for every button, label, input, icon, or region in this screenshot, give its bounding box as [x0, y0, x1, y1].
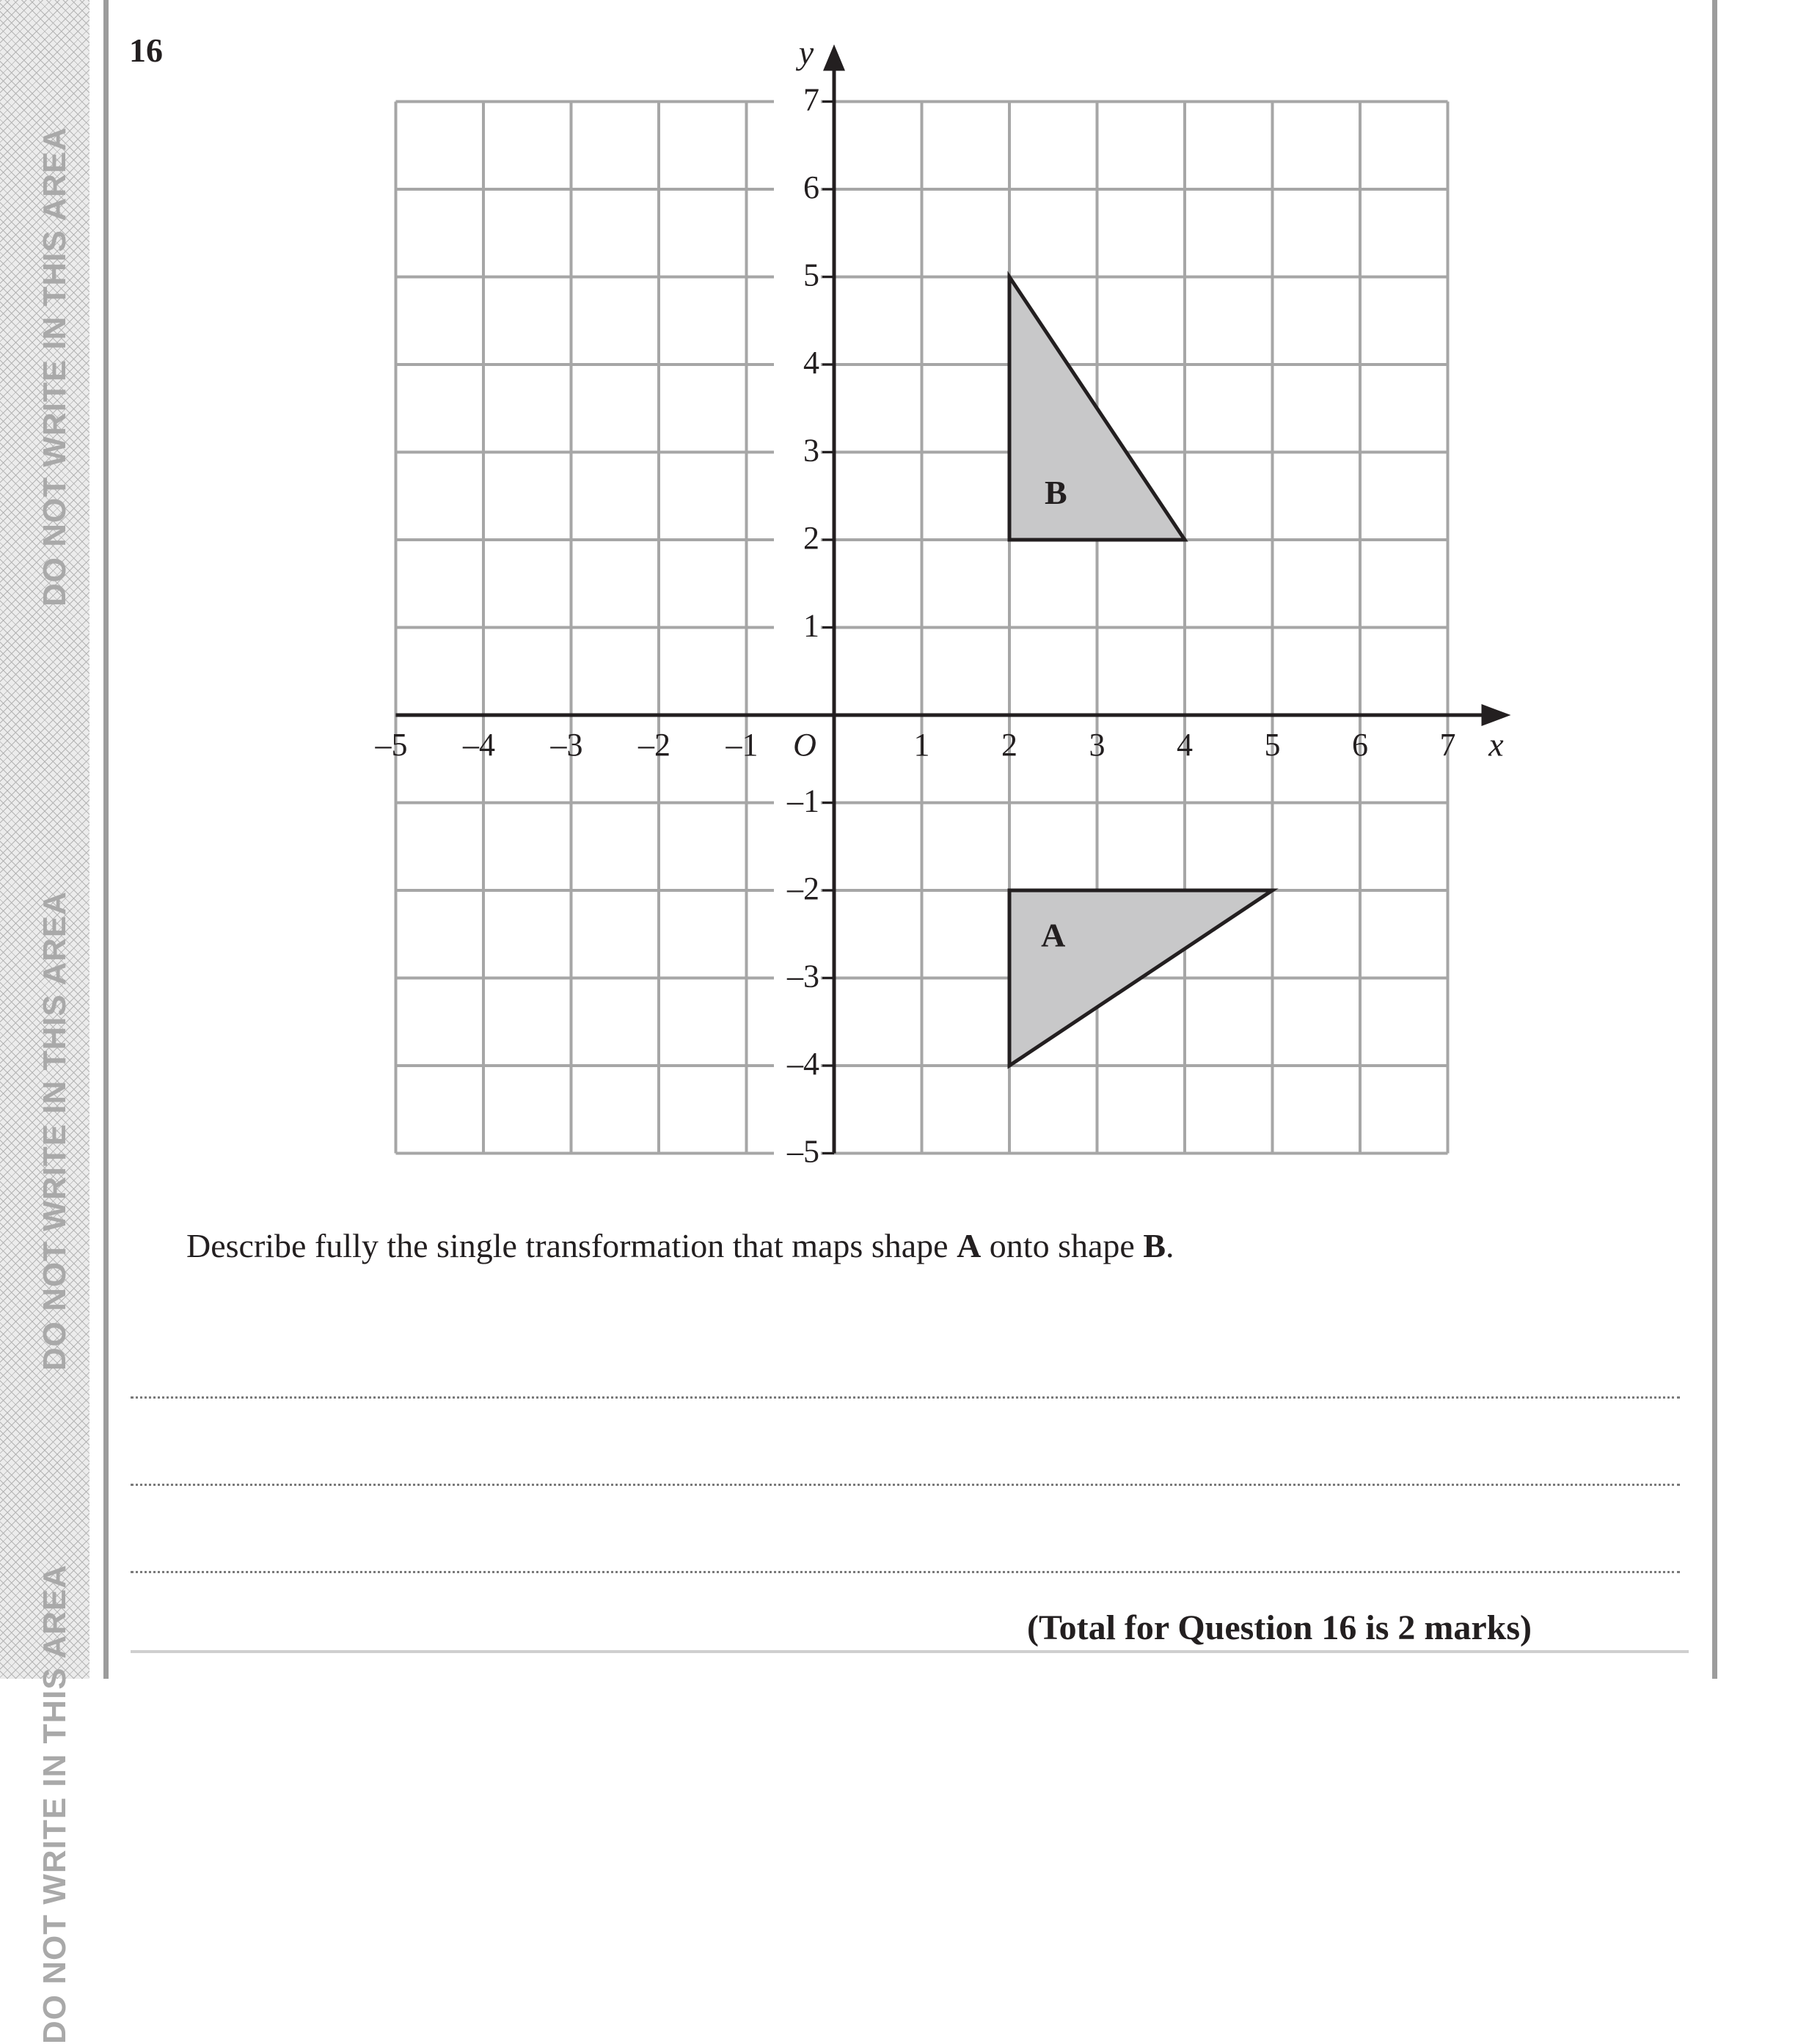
shape-label: A [1041, 916, 1066, 954]
y-tick-label: 4 [803, 345, 819, 381]
x-tick-label: –5 [375, 727, 408, 763]
y-tick-label: 2 [803, 520, 819, 557]
x-tick-label: 1 [913, 727, 930, 763]
x-tick-label: 7 [1439, 727, 1456, 763]
y-tick-label: 7 [803, 81, 819, 118]
instruction-text: onto shape [981, 1227, 1144, 1264]
y-tick-label: 3 [803, 432, 819, 469]
answer-line[interactable] [131, 1571, 1680, 1573]
y-axis-label: y [798, 34, 814, 72]
y-tick-label: 1 [803, 607, 819, 644]
question-total-marks: (Total for Question 16 is 2 marks) [1027, 1608, 1532, 1647]
y-tick-label: –2 [787, 871, 819, 907]
y-tick-label: –5 [787, 1133, 819, 1170]
x-tick-label: –2 [638, 727, 670, 763]
y-tick-label: 5 [803, 257, 819, 293]
x-tick-label: –4 [463, 727, 495, 763]
margin-warning-text: DO NOT WRITE IN THIS AREA [37, 1564, 73, 2044]
x-tick-label: –3 [550, 727, 583, 763]
shape-b-ref: B [1143, 1227, 1166, 1264]
question-number: 16 [129, 32, 163, 69]
x-tick-label: –1 [726, 727, 759, 763]
margin-warning-text: DO NOT WRITE IN THIS AREA [37, 126, 73, 607]
shape-label: B [1044, 473, 1067, 511]
instruction-text: . [1166, 1227, 1174, 1264]
x-tick-label: 6 [1352, 727, 1368, 763]
instruction-text: Describe fully the single transformation that maps shape [186, 1227, 957, 1264]
answer-line[interactable] [131, 1396, 1680, 1399]
shape-a-ref: A [957, 1227, 982, 1264]
x-tick-label: 3 [1089, 727, 1105, 763]
y-tick-label: –4 [787, 1046, 819, 1083]
question-instruction [186, 1226, 1174, 1265]
x-tick-label: 5 [1264, 727, 1281, 763]
answer-line[interactable] [131, 1484, 1680, 1486]
x-tick-label: 2 [1001, 727, 1017, 763]
origin-label: O [793, 727, 816, 763]
x-tick-label: 4 [1177, 727, 1193, 763]
x-axis-label: x [1488, 725, 1504, 763]
y-tick-label: –1 [787, 783, 819, 819]
margin-warning-text: DO NOT WRITE IN THIS AREA [37, 890, 73, 1371]
y-tick-label: –3 [787, 958, 819, 994]
bottom-rule [131, 1650, 1689, 1653]
y-tick-label: 6 [803, 169, 819, 206]
x-axis-arrow [1482, 704, 1511, 726]
y-axis-arrow [823, 45, 845, 71]
